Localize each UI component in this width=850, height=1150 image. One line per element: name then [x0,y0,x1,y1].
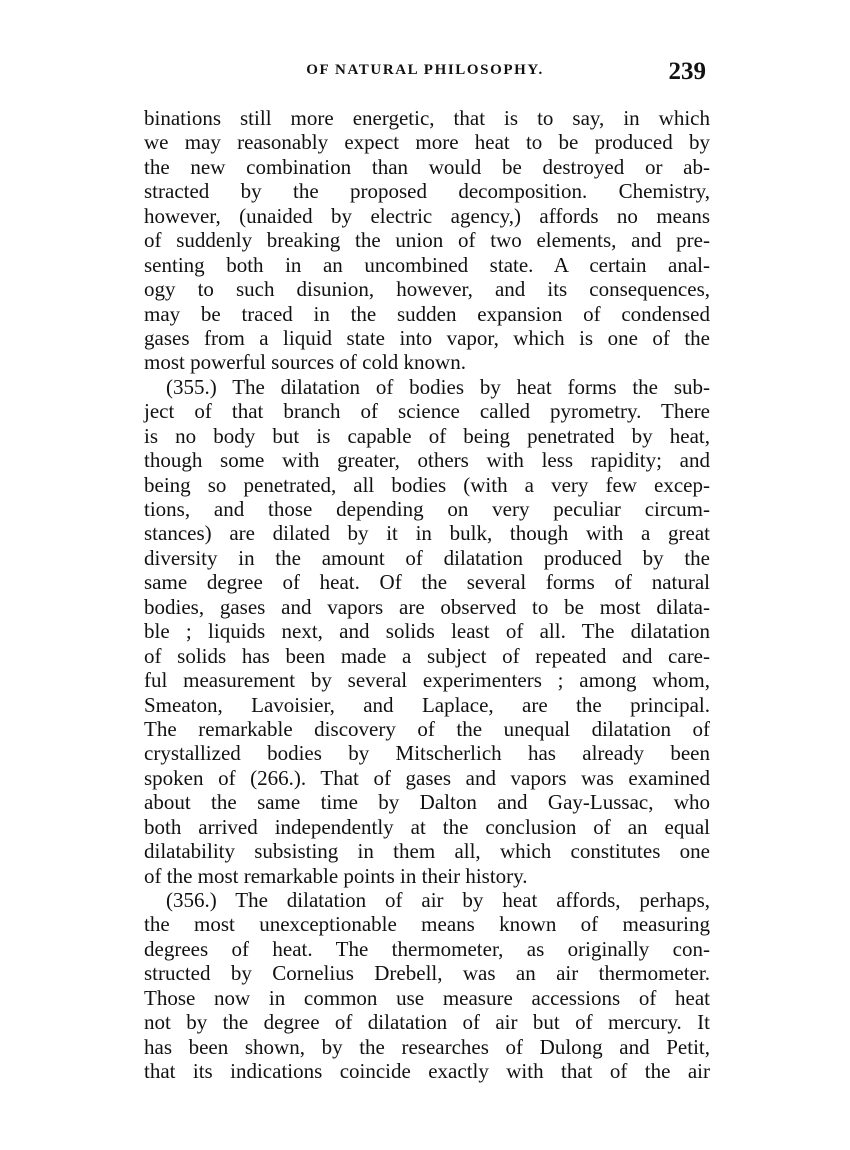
text-line: of suddenly breaking the union of two elements, and pre- [144,228,710,253]
text-line: tions, and those depending on very peculiar circum- [144,497,710,521]
text-line: stances) are dilated by it in bulk, though with a great [144,521,710,546]
text-line: spoken of (266.). That of gases and vapors was examined [144,765,710,790]
text-line: of solids has been made a subject of repeated and care- [144,643,710,668]
text-line: Those now in common use measure accessions of heat [144,985,710,1010]
text-line: diversity in the amount of dilatation produced by the [144,545,710,570]
text-line: may be traced in the sudden expansion of condensed [144,301,710,326]
text-line: bodies, gases and vapors are observed to be most dilata- [144,594,710,619]
text-line: though some with greater, others with less rapidity; and [144,448,710,473]
text-line: being so penetrated, all bodies (with a very few excep- [144,472,710,497]
text-line: Smeaton, Lavoisier, and Laplace, are the principal. [144,692,710,717]
text-line: both arrived independently at the conclusion of an equal [144,814,710,839]
text-line: degrees of heat. The thermometer, as originally con- [144,936,710,961]
text-line: we may reasonably expect more heat to be produced by [144,130,710,155]
text-line: the new combination than would be destroyed or ab- [144,154,710,179]
text-line: ject of that branch of science called pyrometry. There [144,399,710,424]
text-line: has been shown, by the researches of Dulong and Petit, [144,1034,710,1059]
paragraph-355-start: (355.) The dilatation of bodies by heat forms the sub- [166,374,710,399]
text-line: most powerful sources of cold known. [144,350,466,375]
text-line: ful measurement by several experimenters ; among whom, [144,668,710,693]
text-line: crystallized bodies by Mitscherlich has already been [144,741,710,766]
text-line: that its indications coincide exactly with that of the air [144,1059,710,1084]
text-line: senting both in an uncombined state. A certain anal- [144,252,710,277]
text-line: however, (unaided by electric agency,) affords no means [144,203,710,228]
running-header [140,58,710,98]
paragraph-356-start: (356.) The dilatation of air by heat affords, perhaps, [166,888,710,912]
text-line: not by the degree of dilatation of air but of mercury. It [144,1010,710,1035]
text-line: binations still more energetic, that is to say, in which [144,106,710,130]
text-line: of the most remarkable points in their history. [144,863,528,888]
text-line: dilatability subsisting in them all, which constitutes one [144,839,710,864]
text-line: structed by Cornelius Drebell, was an air thermometer. [144,961,710,986]
text-line: is no body but is capable of being penetrated by heat, [144,423,710,448]
text-line: ble ; liquids next, and solids least of all. The dilatation [144,619,710,644]
text-line: same degree of heat. Of the several forms of natural [144,570,710,595]
page-number: 239 [668,58,706,85]
text-line: stracted by the proposed decomposition. Chemistry, [144,179,710,204]
text-line: gases from a liquid state into vapor, which is one of the [144,325,710,350]
running-title: OF NATURAL PHILOSOPHY. [306,62,544,78]
text-line: about the same time by Dalton and Gay-Lussac, who [144,790,710,815]
text-line: ogy to such disunion, however, and its consequences, [144,277,710,302]
body-text [144,106,710,1084]
text-line: the most unexceptionable means known of measuring [144,912,710,937]
text-line: The remarkable discovery of the unequal dilatation of [144,716,710,741]
